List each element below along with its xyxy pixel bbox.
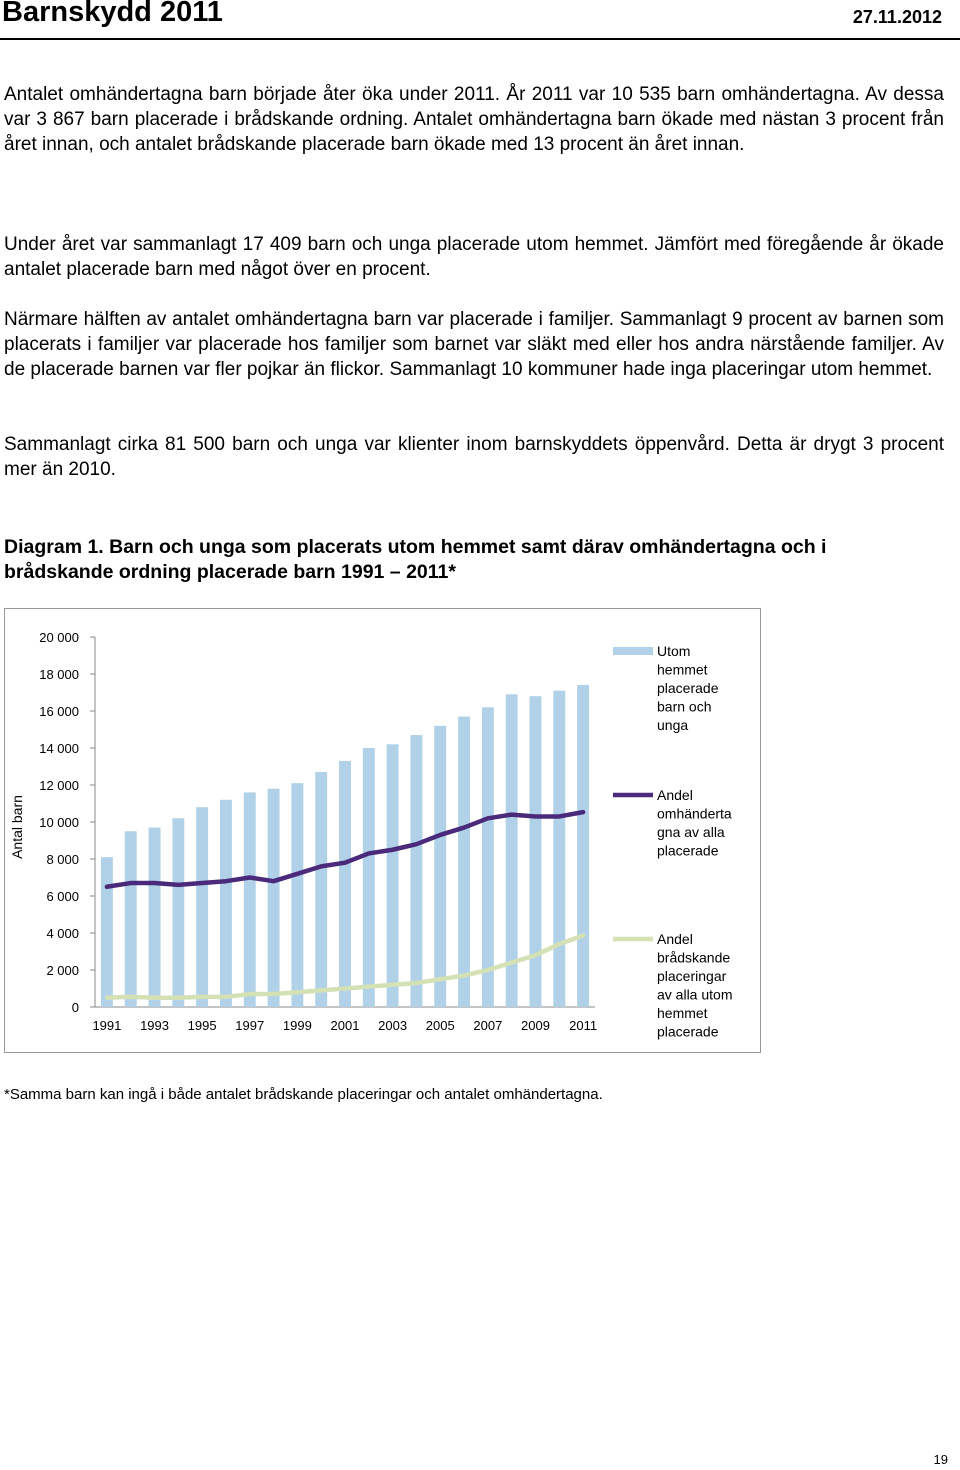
point-brad-2005 <box>440 979 441 980</box>
point-brad-1991 <box>106 997 107 998</box>
bar-2003 <box>387 744 399 1007</box>
page-number: 19 <box>933 1452 948 1467</box>
y-tick-label: 10 000 <box>39 815 79 830</box>
point-brad-1997 <box>249 994 250 995</box>
point-brad-1995 <box>202 996 203 997</box>
y-tick-label: 8 000 <box>46 852 79 867</box>
point-brad-2006 <box>464 975 465 976</box>
point-brad-2008 <box>511 962 512 963</box>
x-tick-label: 2003 <box>378 1018 408 1033</box>
y-tick-label: 14 000 <box>39 741 79 756</box>
x-tick-label: 2005 <box>425 1018 455 1033</box>
point-brad-2002 <box>368 986 369 987</box>
y-tick-label: 18 000 <box>39 667 79 682</box>
point-brad-1994 <box>178 997 179 998</box>
paragraph-1: Antalet omhändertagna barn började åter öka under 2011. År 2011 var 10 535 barn omhändertagna. Av dessa var 3 867 barn placerade i brådskande ordning. Antalet omhändertagna barn ökade med nästan 3 procent från året innan, och antalet brådskande placerade barn ökade med 13 procent än året innan. <box>4 84 944 155</box>
chart-frame <box>4 608 761 1053</box>
point-omh-1991 <box>106 886 107 887</box>
bar-1991 <box>101 857 113 1007</box>
legend-label-2: Andel brådskande placeringar av alla utom hemmet placerade <box>657 931 733 1040</box>
x-tick-label: 1991 <box>92 1018 122 1033</box>
x-tick-label: 1997 <box>235 1018 265 1033</box>
x-tick-label: 2007 <box>473 1018 503 1033</box>
x-tick-label: 1995 <box>187 1018 217 1033</box>
chart-svg <box>5 609 762 1054</box>
legend-swatch-bar <box>613 647 653 655</box>
y-tick-label: 2 000 <box>46 963 79 978</box>
header-divider <box>0 38 960 40</box>
x-tick-label: 2001 <box>330 1018 360 1033</box>
point-brad-2004 <box>416 982 417 983</box>
x-tick-label: 2011 <box>569 1018 598 1033</box>
bar-1992 <box>125 831 137 1007</box>
paragraph-2: Under året var sammanlagt 17 409 barn och unga placerade utom hemmet. Jämfört med föregående år ökade antalet placerade barn med något över en procent. <box>4 234 944 280</box>
point-omh-1996 <box>225 881 226 882</box>
y-tick-label: 4 000 <box>46 926 79 941</box>
point-omh-2010 <box>559 816 560 817</box>
bar-1996 <box>220 800 232 1007</box>
point-brad-1998 <box>273 994 274 995</box>
bar-1995 <box>196 807 208 1007</box>
point-brad-2000 <box>321 990 322 991</box>
point-omh-2011 <box>583 812 584 813</box>
bar-1994 <box>172 818 184 1007</box>
point-omh-2009 <box>535 816 536 817</box>
bar-2011 <box>577 685 589 1007</box>
point-brad-1992 <box>130 996 131 997</box>
document-title: Barnskydd 2011 <box>2 0 223 28</box>
point-omh-2002 <box>368 853 369 854</box>
y-tick-label: 6 000 <box>46 889 79 904</box>
y-tick-label: 0 <box>71 1000 79 1015</box>
bar-1997 <box>244 792 256 1007</box>
point-omh-2008 <box>511 814 512 815</box>
point-omh-1998 <box>273 881 274 882</box>
bar-2000 <box>315 772 327 1007</box>
point-brad-1993 <box>154 997 155 998</box>
x-tick-label: 1999 <box>282 1018 312 1033</box>
point-omh-1999 <box>297 873 298 874</box>
document-date: 27.11.2012 <box>852 7 942 27</box>
point-omh-1993 <box>154 883 155 884</box>
point-brad-1996 <box>225 996 226 997</box>
bar-2006 <box>458 717 470 1007</box>
bar-2007 <box>482 707 494 1007</box>
y-axis-title: Antal barn <box>9 795 25 859</box>
point-omh-2000 <box>321 866 322 867</box>
bar-2001 <box>339 761 351 1007</box>
point-omh-2001 <box>345 862 346 863</box>
y-tick-label: 12 000 <box>39 778 79 793</box>
bar-2009 <box>530 696 542 1007</box>
point-omh-1992 <box>130 883 131 884</box>
bar-2002 <box>363 748 375 1007</box>
footnote: *Samma barn kan ingå i både antalet brådskande placeringar och antalet omhändertagna. <box>4 1086 603 1103</box>
legend-label-0: Utom hemmet placerade barn och unga <box>657 643 719 733</box>
x-tick-label: 1993 <box>140 1018 169 1033</box>
bar-1998 <box>268 789 280 1007</box>
diagram-heading: Diagram 1. Barn och unga som placerats utom hemmet samt därav omhändertagna och i brådskande ordning placerade barn 1991 – 2011* <box>4 536 827 583</box>
bar-2005 <box>434 726 446 1007</box>
paragraph-4: Sammanlagt cirka 81 500 barn och unga var klienter inom barnskyddets öppenvård. Detta är drygt 3 procent mer än 2010. <box>4 434 944 480</box>
point-omh-2005 <box>440 834 441 835</box>
point-omh-2006 <box>464 827 465 828</box>
point-brad-2009 <box>535 955 536 956</box>
point-omh-2007 <box>487 818 488 819</box>
x-tick-label: 2009 <box>521 1018 550 1033</box>
point-omh-2004 <box>416 844 417 845</box>
bar-1999 <box>291 783 303 1007</box>
legend-label-1: Andel omhänderta gna av alla placerade <box>657 787 732 859</box>
point-omh-2003 <box>392 849 393 850</box>
point-omh-1997 <box>249 877 250 878</box>
point-brad-2001 <box>345 988 346 989</box>
bar-2010 <box>553 691 565 1007</box>
y-tick-label: 16 000 <box>39 704 79 719</box>
y-tick-label: 20 000 <box>39 630 79 645</box>
bar-2004 <box>410 735 422 1007</box>
point-brad-2007 <box>487 970 488 971</box>
point-omh-1995 <box>202 883 203 884</box>
point-brad-2010 <box>559 944 560 945</box>
document-header <box>0 0 960 40</box>
point-omh-1994 <box>178 884 179 885</box>
bar-1993 <box>149 828 161 1007</box>
paragraph-3: Närmare hälften av antalet omhändertagna barn var placerade i familjer. Sammanlagt 9 procent av barnen som placerats i familjer var placerade hos familjer som barnet var släkt med eller hos andra närstående familjer. Av de placerade barnen var fler pojkar än flickor. Sammanlagt 10 kommuner hade inga placeringar utom hemmet. <box>4 309 944 380</box>
point-brad-2011 <box>583 935 584 936</box>
point-brad-2003 <box>392 984 393 985</box>
point-brad-1999 <box>297 992 298 993</box>
